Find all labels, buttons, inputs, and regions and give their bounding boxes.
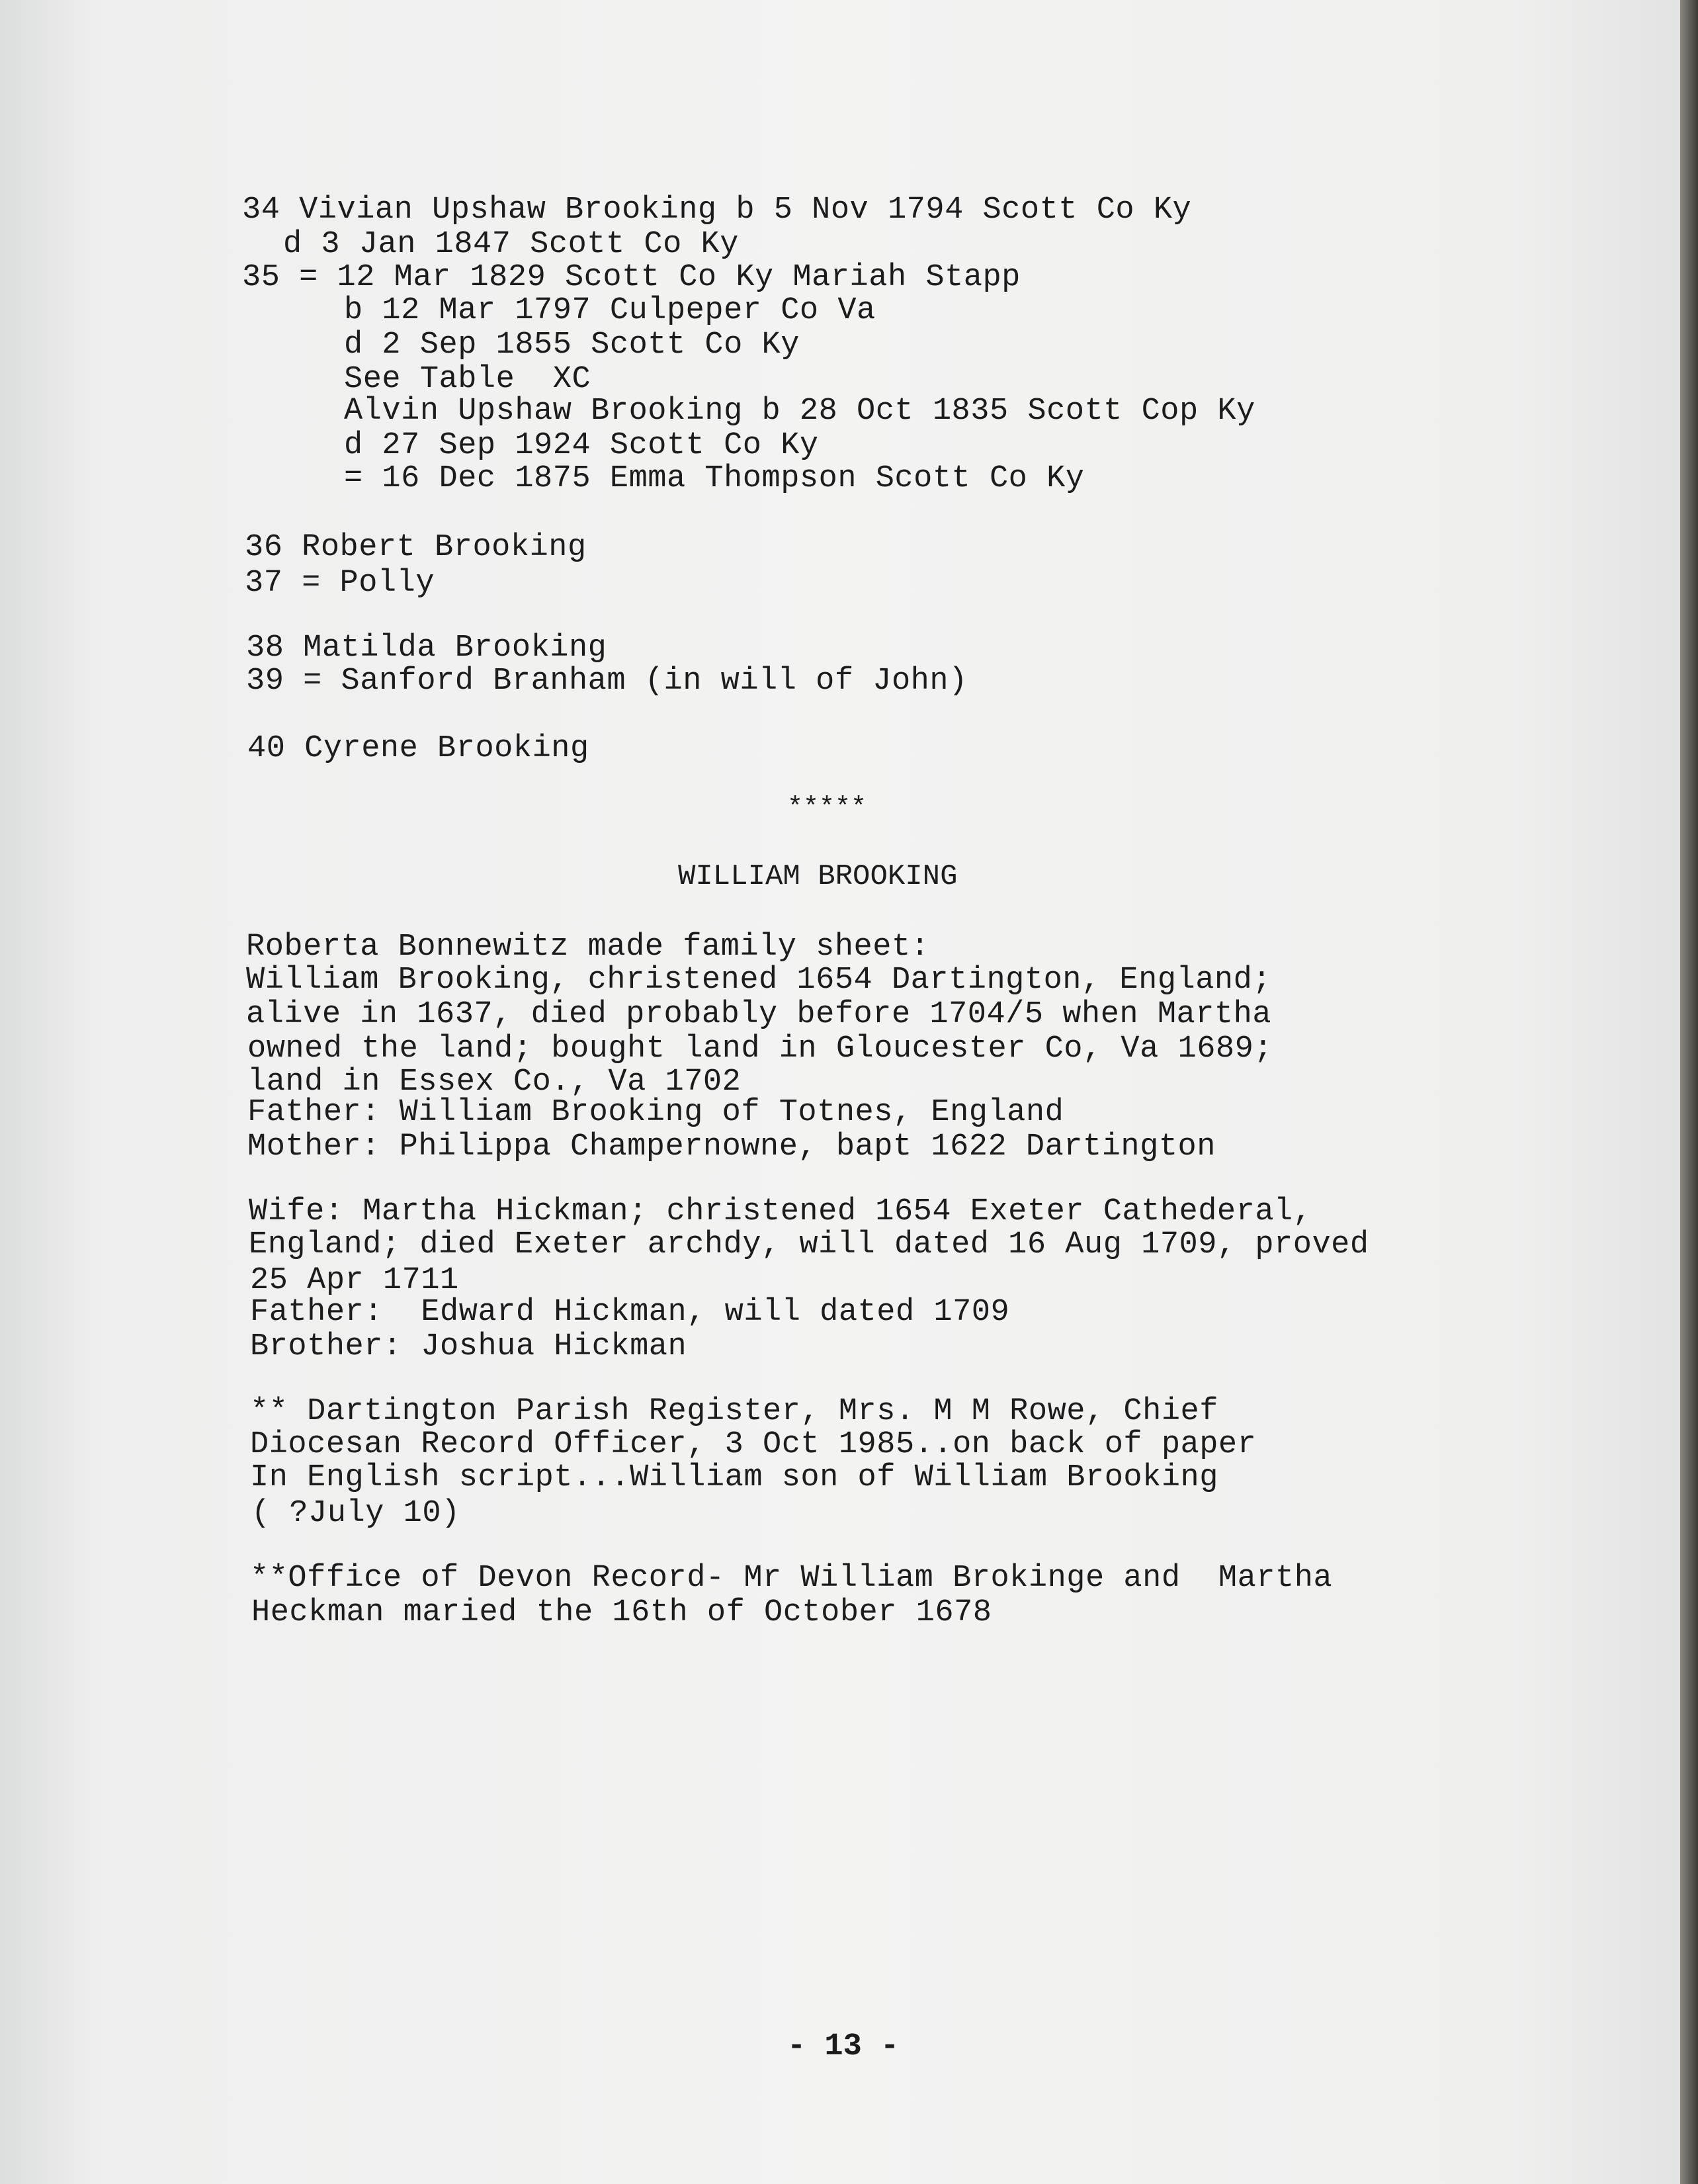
entry-36-line: 36 Robert Brooking bbox=[245, 530, 587, 565]
entry-40-line: 40 Cyrene Brooking bbox=[247, 731, 589, 766]
parish-register-note: ** Dartington Parish Register, Mrs. M M Rowe, Chief bbox=[250, 1394, 1218, 1429]
father-line: Father: William Brooking of Totnes, England bbox=[247, 1095, 1064, 1130]
wife-line: Wife: Martha Hickman; christened 1654 Exeter Cathederal, bbox=[249, 1194, 1312, 1229]
entry-39-line: 39 = Sanford Branham (in will of John) bbox=[246, 664, 968, 699]
family-sheet-line: land in Essex Co., Va 1702 bbox=[247, 1065, 742, 1100]
parish-register-note: ( ?July 10) bbox=[251, 1496, 460, 1531]
child-alvin-marriage: = 16 Dec 1875 Emma Thompson Scott Co Ky bbox=[344, 461, 1085, 496]
family-sheet-line: William Brooking, christened 1654 Dartington, England; bbox=[246, 963, 1272, 998]
page-shadow-edge bbox=[1680, 0, 1698, 2184]
entry-34-death: d 3 Jan 1847 Scott Co Ky bbox=[283, 227, 739, 262]
child-alvin-line: Alvin Upshaw Brooking b 28 Oct 1835 Scott Cop Ky bbox=[344, 394, 1255, 429]
entry-35-death: d 2 Sep 1855 Scott Co Ky bbox=[344, 328, 800, 363]
wife-father-line: Father: Edward Hickman, will dated 1709 bbox=[250, 1295, 1010, 1330]
child-alvin-death: d 27 Sep 1924 Scott Co Ky bbox=[344, 428, 819, 463]
wife-line: 25 Apr 1711 bbox=[250, 1263, 459, 1298]
parish-register-note: Diocesan Record Officer, 3 Oct 1985..on back of paper bbox=[250, 1427, 1257, 1462]
entry-35-see-table: See Table XC bbox=[344, 362, 591, 397]
family-sheet-line: Roberta Bonnewitz made family sheet: bbox=[246, 930, 930, 965]
parish-register-note: In English script...William son of William Brooking bbox=[250, 1460, 1218, 1495]
entry-35-birth: b 12 Mar 1797 Culpeper Co Va bbox=[344, 293, 876, 328]
devon-record-note: **Office of Devon Record- Mr William Brokinge and Martha bbox=[250, 1561, 1333, 1596]
entry-37-line: 37 = Polly bbox=[245, 566, 435, 601]
wife-line: England; died Exeter archdy, will dated 16 Aug 1709, proved bbox=[249, 1227, 1369, 1262]
mother-line: Mother: Philippa Champernowne, bapt 1622 Dartington bbox=[247, 1129, 1216, 1164]
section-title: WILLIAM BROOKING bbox=[678, 860, 958, 893]
page-number: - 13 - bbox=[787, 2029, 900, 2064]
wife-brother-line: Brother: Joshua Hickman bbox=[250, 1329, 687, 1364]
family-sheet-line: owned the land; bought land in Gloucester Co, Va 1689; bbox=[247, 1031, 1273, 1067]
entry-35-line: 35 = 12 Mar 1829 Scott Co Ky Mariah Stapp bbox=[242, 260, 1021, 295]
section-separator: ***** bbox=[787, 793, 867, 823]
entry-38-line: 38 Matilda Brooking bbox=[246, 631, 607, 666]
entry-34-line: 34 Vivian Upshaw Brooking b 5 Nov 1794 Scott Co Ky bbox=[242, 193, 1192, 228]
devon-record-note: Heckman maried the 16th of October 1678 bbox=[251, 1595, 992, 1630]
family-sheet-line: alive in 1637, died probably before 1704/5 when Martha bbox=[246, 997, 1272, 1032]
